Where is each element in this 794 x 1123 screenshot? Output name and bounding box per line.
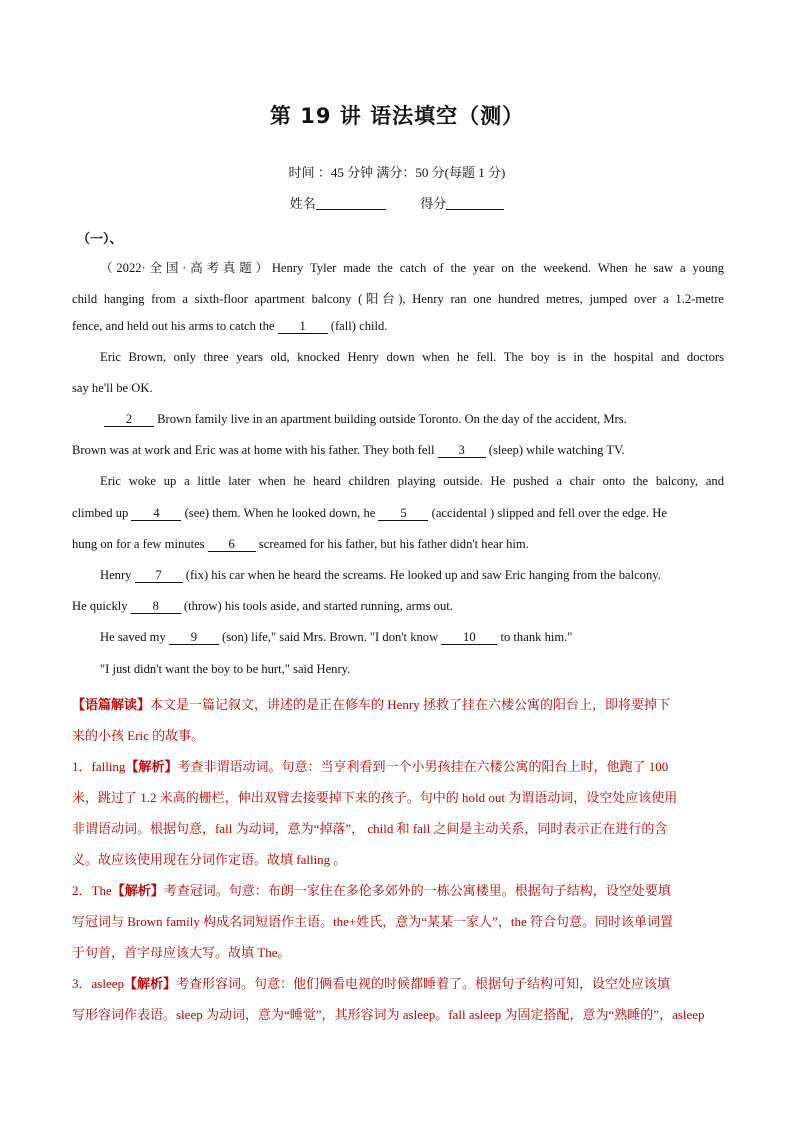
exam-info: 时间 ：45 分钟 满分：50 分(每题 1 分) [288,165,506,180]
blank-7: 7 [135,569,183,583]
blank-5: 5 [378,507,428,521]
passage-line: say he'll be OK. [72,381,153,395]
passage-line: He quickly 8 (throw) his tools aside, and started running, arms out. [72,599,453,613]
blank-8: 8 [131,600,181,614]
answer-2: 2．The【解析】考查冠词。句意：布朗一家住在多伦多郊外的一栋公寓楼里。根据句子结构，设空处要填 [72,883,671,898]
analysis-line: 义。故应该使用现在分词作定语。故填 falling 。 [72,852,347,867]
passage-line: Eric Brown, only three years old, knocked Henry down when he fell. The boy is in the hospital and doctors [100,350,724,364]
answer-1: 1．falling【解析】考查非谓语动词。句意：当亨利看到一个小男孩挂在六楼公寓的阳台上时，他跑了 100 [72,759,669,774]
analysis-line: 来的小孩 Eric 的故事。 [72,728,205,743]
blank-9: 9 [169,631,219,645]
passage-line: （2022·全国·高考真题）Henry Tyler made the catch of the year on the weekend. When he saw a young [100,261,724,275]
name-label: 姓名 [289,196,316,211]
passage-line: fence, and held out his arms to catch the 1 (fall) child. [72,319,388,333]
passage-line: "I just didn't want the boy to be hurt," said Henry. [100,662,351,676]
blank-4: 4 [131,507,181,521]
analysis-tag: 【解析】 [111,883,164,898]
passage-line: child hanging from a sixth-floor apartment balcony (阳台), Henry ran one hundred metres, jumped over a 1.2-metre [72,292,724,306]
section-heading: （一）、 [77,231,123,246]
analysis-line: 写冠词与 Brown family 构成名词短语作主语。the+姓氏，意为“某某一家人”，the 符合句意。同时该单词置 [72,914,673,929]
analysis-line: 非谓语动词。根据句意，fall 为动词，意为“掉落”， child 和 fall 之间是主动关系，同时表示正在进行的含 [72,821,668,836]
name-score-line [0,193,794,212]
analysis-tag: 【解析】 [123,976,176,991]
analysis-intro: 【语篇解读】本文是一篇记叙文，讲述的是正在修车的 Henry 拯救了挂在六楼公寓的阳台上，即将要掉下 [72,697,671,712]
passage-line: Henry 7 (fix) his car when he heard the screams. He looked up and saw Eric hanging from the balcony. [100,568,661,582]
name-blank [316,195,386,210]
blank-6: 6 [208,538,256,552]
passage-line: Brown was at work and Eric was at home with his father. They both fell 3 (sleep) while watching TV. [72,443,625,457]
score-label: 得分 [420,196,447,211]
page-title: 第 19 讲 语法填空（测） [269,104,525,128]
passage-line: Eric woke up a little later when he heard children playing outside. He pushed a chair onto the balcony, and [100,474,724,488]
analysis-tag: 【语篇解读】 [72,697,151,712]
blank-2: 2 [104,413,154,427]
blank-3: 3 [438,444,486,458]
answer-3: 3．asleep【解析】考查形容词。句意：他们俩看电视的时候都睡着了。根据句子结构可知，设空处应该填 [72,976,671,991]
passage-line: He saved my 9 (son) life," said Mrs. Brown. "I don't know 10 to thank him." [100,630,573,644]
analysis-line: 米，跳过了 1.2 米高的栅栏，伸出双臂去接要掉下来的孩子。句中的 hold out 为谓语动词，设空处应该使用 [72,790,678,805]
analysis-line: 写形容词作表语。sleep 为动词，意为“睡觉”，其形容词为 asleep。fall asleep 为固定搭配，意为“熟睡的”，asleep [72,1007,705,1022]
analysis-line: 于句首，首字母应该大写。故填 The。 [72,945,291,960]
blank-10: 10 [441,631,497,645]
score-blank [446,195,504,210]
blank-1: 1 [278,320,328,334]
passage-line: climbed up 4 (see) them. When he looked down, he 5 (accidental ) slipped and fell over the edge. He [72,506,667,520]
passage-line: 2 Brown family live in an apartment building outside Toronto. On the day of the accident, Mrs. [104,412,728,427]
analysis-tag: 【解析】 [125,759,178,774]
passage-line: hung on for a few minutes 6 screamed for his father, but his father didn't hear him. [72,537,529,551]
